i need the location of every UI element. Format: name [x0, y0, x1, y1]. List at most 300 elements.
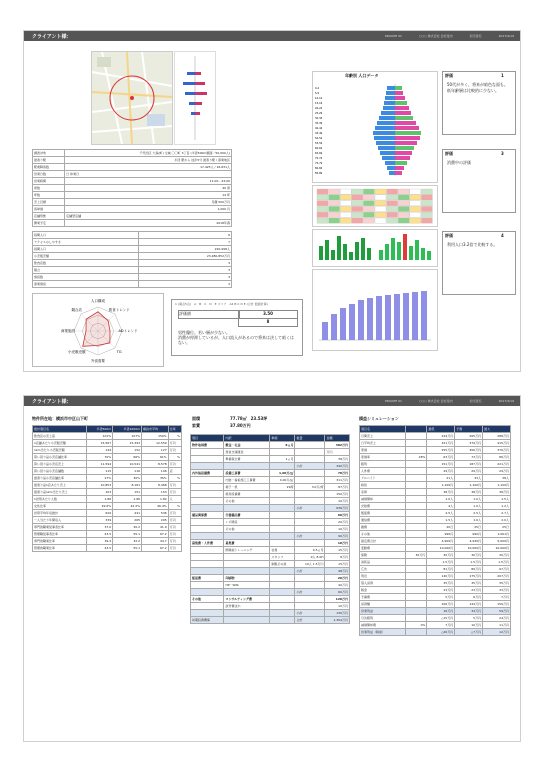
table-cell [270, 617, 295, 624]
table-cell: 156万円 [483, 601, 511, 608]
table-cell: % [168, 454, 181, 461]
table-cell: 買い回り品小売店舗比率 [33, 454, 87, 461]
table-cell: 最寄り品1km当たり売上 [33, 489, 87, 496]
table-row [360, 580, 511, 587]
table-cell [405, 503, 427, 510]
table-cell: 万円 [168, 545, 181, 552]
heatmap-cell [410, 195, 421, 200]
table-cell: 月額 500万円 [65, 199, 232, 206]
table-row [360, 629, 511, 636]
table-cell: 消耗品 [360, 559, 406, 566]
heatmap-cell [352, 195, 363, 200]
table-cell [270, 526, 295, 533]
area-map [91, 51, 173, 145]
table-cell [191, 603, 224, 610]
table-cell: 306万円 [455, 447, 483, 454]
table-cell: 客単価 [33, 206, 65, 213]
heatmap-cell [352, 218, 363, 223]
table-cell: 2.0人 [483, 517, 511, 524]
table-cell: 1,00万/㎡ [270, 470, 295, 477]
table-row [33, 510, 182, 517]
pyramid-bar-male [381, 111, 395, 115]
table-cell: 10万円 [455, 622, 483, 629]
table-cell [405, 538, 427, 545]
green-bar [361, 238, 365, 260]
table-cell: 20日 [427, 524, 455, 531]
green-bar-2 [391, 238, 395, 260]
table-cell: 最低 [427, 426, 455, 433]
table-cell: 1.0人 [455, 496, 483, 503]
table-cell [295, 491, 325, 498]
table-row [191, 547, 350, 554]
table-cell: 187万円 [455, 461, 483, 468]
table-cell: 30万円 [483, 552, 511, 559]
table-cell [270, 589, 295, 596]
table-cell [405, 489, 427, 496]
table-cell: 最寄り品1店あたり売上 [33, 482, 87, 489]
heatmap-cell [317, 195, 328, 200]
table-cell: 55.1 [113, 545, 142, 552]
table-row [360, 608, 511, 615]
table-cell: 2.7人 [483, 510, 511, 517]
heatmap-panel [312, 185, 438, 227]
table-cell: 合計 [295, 617, 325, 624]
table-row [360, 538, 511, 545]
table-cell: 項目名 [360, 426, 406, 433]
table-row [33, 239, 232, 246]
table-cell: 万円 [168, 482, 181, 489]
table-cell: 小計 [295, 463, 325, 470]
table-cell [295, 540, 325, 547]
table-cell: 1.5人 [483, 496, 511, 503]
table-cell: レジ関係 [224, 519, 270, 526]
green-bar-2 [397, 242, 401, 260]
table-cell: 415万円 [483, 440, 511, 447]
table-cell: 33万円 [483, 587, 511, 594]
heatmap-cell [352, 212, 363, 217]
table-cell [405, 475, 427, 482]
profit-loss-simulation-table [359, 416, 511, 636]
heatmap-cell [421, 201, 432, 206]
table-cell: 32.2 [113, 538, 142, 545]
table-cell [270, 596, 295, 603]
table-cell [405, 629, 427, 636]
table-cell: 8,578 [142, 461, 169, 468]
table-cell: アルバイト [360, 475, 406, 482]
table-cell: 30.2 [113, 524, 142, 531]
table-row [33, 489, 182, 496]
table-cell: 4,930円 [455, 538, 483, 545]
table-row [33, 220, 232, 227]
sheet2-title: クライアント様： [32, 399, 72, 405]
sheet1-title: クライアント様： [32, 34, 72, 40]
table-row [191, 533, 350, 540]
table-cell [191, 456, 224, 463]
table-cell: 9人 8.0H [295, 554, 325, 561]
table-row [191, 463, 350, 470]
pyramid-bar-male [373, 131, 395, 135]
table-cell: 1,304万円 [325, 617, 350, 624]
table-cell: 項目 [191, 435, 224, 442]
table-cell: 66% [113, 454, 142, 461]
table-cell: 8,161 [113, 482, 142, 489]
table-cell [405, 440, 427, 447]
table-cell: 横浜市平均 [142, 426, 169, 433]
pyramid-age-label: 85-89 [315, 172, 323, 175]
table-cell: 開業前トレーニング [224, 547, 270, 554]
table-row [191, 575, 350, 582]
table-cell: 11万円 [483, 622, 511, 629]
radar-axis-label: ADトレンド [118, 329, 138, 333]
purple-bar [340, 308, 346, 340]
table-row [360, 433, 511, 440]
table-cell: 38万円 [483, 489, 511, 496]
table-cell: 35万円 [483, 580, 511, 587]
table-cell [224, 561, 270, 568]
table-row [360, 489, 511, 496]
table-cell: その他 [191, 596, 224, 603]
table-row [360, 475, 511, 482]
pyramid-age-label: 0-4 [315, 87, 320, 90]
table-cell: 265 [113, 517, 142, 524]
table-cell: 管理職従事者比率 [33, 531, 87, 538]
table-cell: 税金 [360, 587, 406, 594]
table-cell: 数量 [295, 435, 325, 442]
table-cell: 43.5 [87, 531, 113, 538]
table-cell: 内訳 [224, 435, 270, 442]
pyramid-bar-male [385, 96, 395, 100]
green-bar [319, 246, 323, 260]
green-bar [331, 250, 335, 260]
table-cell: 153 [142, 489, 169, 496]
table-cell: 33人 [455, 475, 483, 482]
purple-bar-chart [313, 270, 437, 350]
table-cell [295, 470, 325, 477]
table-cell: 半径500m [87, 426, 113, 433]
table-cell [405, 482, 427, 489]
area-value: 77.78㎡ 23.53坪 [230, 416, 268, 421]
table-row [191, 589, 350, 596]
heatmap-cell [398, 195, 409, 200]
table-cell: 原価率 [360, 454, 406, 461]
table-cell [191, 547, 224, 554]
table-row [191, 477, 350, 484]
table-cell: 116 [113, 468, 142, 475]
table-cell: 17,425人 / 16,631人 [65, 164, 232, 171]
table-cell: 321万円 [427, 440, 455, 447]
table-row [191, 498, 350, 505]
evaluation-scale: 1 (満点5点) A B C D E スコア A4 B C D E (合計 数値計算) [175, 302, 268, 306]
radar-axis-label: 商業施設 [61, 329, 75, 333]
table-cell: 990円 [455, 531, 483, 538]
table-row [33, 545, 182, 552]
table-cell [191, 533, 224, 540]
sheet1-header-bar [24, 31, 520, 41]
table-cell: 106万円 [427, 601, 455, 608]
table-cell: 151万円 [427, 461, 455, 468]
heatmap-cell [363, 195, 374, 200]
table-row [360, 594, 511, 601]
heatmap-cell [363, 206, 374, 211]
table-cell [295, 442, 325, 449]
table-cell: 10万円 [325, 526, 350, 533]
table-cell: 30万円 [455, 552, 483, 559]
table-cell: 23万円 [427, 587, 455, 594]
table-cell: 87万円 [325, 484, 350, 491]
pyramid-title: 年齢別 人口データ [345, 73, 379, 78]
table-row [360, 622, 511, 629]
table-cell: 固定費合計 [360, 538, 406, 545]
pyramid-bar-female [395, 146, 414, 150]
table-cell: 保険 [360, 552, 406, 559]
table-cell: 準備保全費 [224, 456, 270, 463]
table-cell: 粗利 [360, 461, 406, 468]
table-cell: 万円 [168, 447, 181, 454]
table-cell: 60万円 [325, 589, 350, 596]
radar-axis-label: 飲食トレンド [108, 307, 130, 312]
heatmap-cell [317, 201, 328, 206]
table-row [33, 164, 232, 171]
table-row [360, 601, 511, 608]
table-cell: 48万円 [325, 568, 350, 575]
table-cell: 万円 [168, 517, 181, 524]
table-cell [405, 433, 427, 440]
table-row [360, 615, 511, 622]
heatmap-cell [398, 206, 409, 211]
heatmap-cell [375, 201, 386, 206]
green-bar-chart [313, 230, 437, 266]
table-cell: % [168, 433, 181, 440]
pyramid-bar-male [389, 171, 395, 175]
heatmap-cell [329, 212, 340, 217]
table-row [191, 526, 350, 533]
table-cell: 人件費 [360, 468, 406, 475]
purple-bar-panel [312, 269, 438, 351]
table-cell: 152 [113, 447, 142, 454]
purple-bar [367, 298, 373, 340]
heatmap-chart [313, 186, 437, 226]
table-cell: 221万円 [483, 461, 511, 468]
heatmap-cell [410, 189, 421, 194]
table-cell: 629 [87, 510, 113, 517]
table-cell: 1.5万円 [483, 559, 511, 566]
table-cell: 27% [87, 475, 113, 482]
table-cell: 24万円 [483, 615, 511, 622]
pyramid-age-label: 5-9 [315, 92, 320, 95]
pyramid-bar-male [379, 116, 395, 120]
table-cell [295, 603, 325, 610]
pyramid-age-label: 65-69 [315, 152, 323, 155]
radar-chart [33, 294, 163, 366]
table-cell: 150% [142, 433, 169, 440]
table-cell: 調査対象 [33, 150, 65, 157]
green-bar-2 [403, 234, 407, 260]
table-row [191, 554, 350, 561]
table-cell: 1.0人 [427, 496, 455, 503]
pyramid-bar-female [395, 86, 402, 90]
heatmap-cell [387, 206, 398, 211]
table-cell: 1.5万円 [455, 559, 483, 566]
table-cell: 日平均売上 [360, 440, 406, 447]
table-cell: 小計 [295, 610, 325, 617]
table-cell: 初期投資概算 [191, 617, 224, 624]
table-cell: 1.86 [87, 496, 113, 503]
area-label: 面積 [192, 416, 200, 421]
table-row [33, 253, 232, 260]
table-cell [270, 519, 295, 526]
table-cell [191, 491, 224, 498]
heatmap-cell [363, 201, 374, 206]
table-cell: 636万円 [325, 505, 350, 512]
table-cell: 1.66 [113, 496, 142, 503]
table-cell: 家賃 [360, 489, 406, 496]
table-cell [405, 566, 427, 573]
table-row [33, 517, 182, 524]
green-bar [349, 252, 353, 260]
pyramid-age-label: 80-84 [315, 167, 323, 170]
table-cell: 7万円 [427, 622, 455, 629]
table-cell: △26万円 [427, 629, 455, 636]
table-cell [405, 587, 427, 594]
pyramid-age-label: 20-24 [315, 107, 323, 110]
heatmap-cell [421, 218, 432, 223]
table-cell: % [168, 503, 181, 510]
table-row [33, 440, 182, 447]
table-cell: 220,998人 [139, 246, 232, 253]
table-row [360, 482, 511, 489]
radar-axis-label: 競合店 [71, 307, 83, 312]
table-row [360, 566, 511, 573]
table-row [33, 232, 232, 239]
table-cell: 管理的職業比率 [33, 545, 87, 552]
heatmap-cell [421, 189, 432, 194]
table-cell: 29万円 [427, 468, 455, 475]
table-cell [191, 449, 224, 456]
table1-title: 物件所在地：横浜市中区山下町 [32, 416, 88, 421]
table-row [191, 505, 350, 512]
heatmap-cell [387, 201, 398, 206]
initial-investment-table [190, 416, 350, 624]
table-cell: 35万円 [455, 580, 483, 587]
table-cell: 61% [142, 454, 169, 461]
table-cell: スタッフ [270, 554, 295, 561]
heatmap-cell [375, 206, 386, 211]
heatmap-cell [352, 189, 363, 194]
pyramid-bar-female [395, 121, 416, 125]
table-row [191, 603, 350, 610]
table-row [360, 468, 511, 475]
table-cell: 63万円 [427, 454, 455, 461]
table-cell: 10,000円 [455, 545, 483, 552]
heatmap-cell [340, 206, 351, 211]
table-cell: 244万円 [427, 433, 455, 440]
heatmap-cell [398, 201, 409, 206]
table-cell: その他 [360, 531, 406, 538]
report-sheet-2 [23, 395, 521, 742]
purple-bar [358, 300, 364, 340]
table-cell [405, 524, 427, 531]
pyramid-bar-male [378, 146, 395, 150]
table-cell: 28% [405, 454, 427, 461]
table-cell: 16万円 [427, 608, 455, 615]
table-cell: 専門的職業比率 [33, 538, 87, 545]
table-cell: 1.82 [142, 496, 169, 503]
table-cell: 15,393 [113, 440, 142, 447]
table-cell [191, 505, 224, 512]
table-cell: 万円 [325, 449, 350, 456]
table-cell: 専門的職業従事者比率 [33, 524, 87, 531]
table-cell: 10万円 [325, 540, 350, 547]
heatmap-cell [410, 212, 421, 217]
table-cell: 最大 [483, 426, 511, 433]
table-row [191, 491, 350, 498]
table-cell [295, 526, 325, 533]
score-label: 評価値 [178, 310, 240, 319]
property-info-table [32, 149, 232, 227]
table-row [33, 524, 182, 531]
table-cell [405, 573, 427, 580]
table-cell: 10万円 [325, 603, 350, 610]
table-cell: 予備費 [360, 594, 406, 601]
table-cell [270, 449, 295, 456]
pyramid-bar-female [395, 131, 421, 135]
table-cell: 144 [87, 447, 113, 454]
pyramid-bar-female [395, 91, 403, 95]
table-cell: 11,594 [87, 461, 113, 468]
table-cell: 小計 [295, 505, 325, 512]
comment-box-4: 評価 4 利用人口3.2倍で比較する。 [442, 231, 516, 295]
pyramid-bar-male [387, 86, 395, 90]
table-cell [191, 582, 224, 589]
table-cell: 試作費ほか [224, 603, 270, 610]
heatmap-cell [375, 218, 386, 223]
table-cell: 339 [87, 517, 113, 524]
table-row [360, 573, 511, 580]
heatmap-cell [387, 218, 398, 223]
table-cell [191, 561, 224, 568]
table-row [33, 274, 232, 281]
table-cell [405, 559, 427, 566]
table-cell: 441 [113, 510, 142, 517]
table-cell: 販促費 [191, 575, 224, 582]
table-cell [295, 456, 325, 463]
table-cell [191, 568, 224, 575]
table-cell: 29席 [270, 484, 295, 491]
pyramid-bar-male [384, 101, 395, 105]
pyramid-bar-female [395, 151, 412, 155]
table-cell: 募集費 [224, 540, 270, 547]
table-cell [405, 545, 427, 552]
table-cell: 207万円 [483, 573, 511, 580]
table-cell: 21人 [427, 475, 455, 482]
table-row [191, 540, 350, 547]
table-cell: 減価償却 [360, 496, 406, 503]
pyramid-bar-female [395, 141, 417, 145]
table-cell [224, 617, 270, 624]
table-cell: 4,900円 [427, 538, 455, 545]
pyramid-age-label: 50-54 [315, 137, 323, 140]
table-header-row [360, 426, 511, 433]
table-cell: 店 [168, 468, 181, 475]
table-cell: 8,468 [142, 482, 169, 489]
table-cell: 4人 [427, 503, 455, 510]
table-cell: 39.4 [87, 538, 113, 545]
table-cell [405, 496, 427, 503]
table-cell: 女性比率 [33, 503, 87, 510]
table-cell: 0.5ヵ月 [295, 547, 325, 554]
table-cell: 飲食店の売上高 [33, 433, 87, 440]
table-cell [405, 608, 427, 615]
